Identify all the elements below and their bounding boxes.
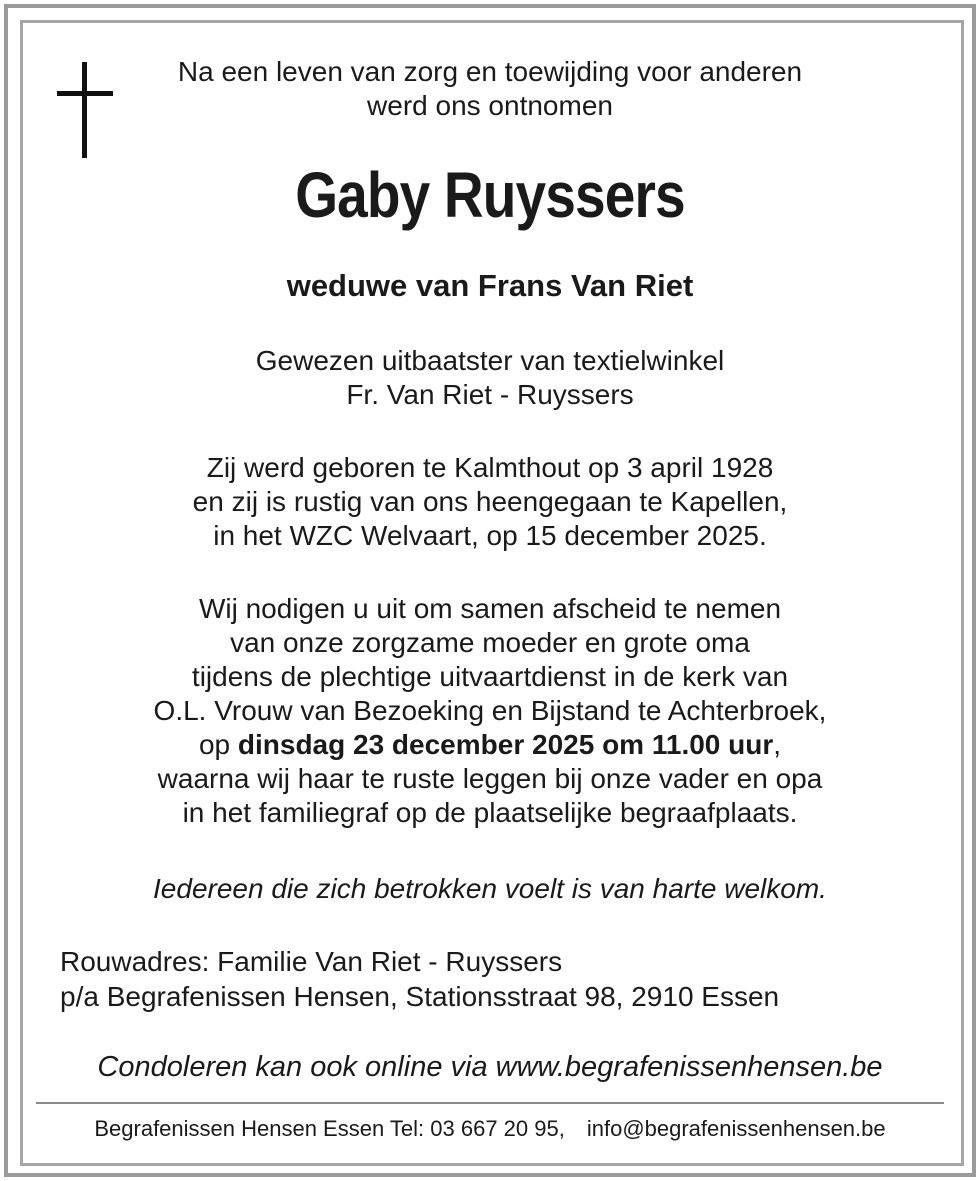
deceased-name: Gaby Ruyssers [295, 159, 685, 231]
date-suffix: , [773, 729, 782, 760]
mourning-address-line: Rouwadres: Familie Van Riet - Ruyssers [60, 946, 563, 977]
footer-email: info@begrafenissenhensen.be [586, 1116, 886, 1141]
intro-text [0, 55, 980, 123]
occupation-text [0, 344, 980, 412]
occupation-line: Fr. Van Riet - Ruyssers [346, 379, 634, 410]
intro-line: werd ons ontnomen [367, 90, 613, 121]
occupation-line: Gewezen uitbaatster van textielwinkel [255, 345, 725, 376]
birth-death-line: in het WZC Welvaart, op 15 december 2025. [213, 520, 767, 551]
invitation-line: O.L. Vrouw van Bezoeking en Bijstand te Achterbroek, [153, 695, 827, 726]
invitation-line: tijdens de plechtige uitvaartdienst in de kerk van [191, 661, 789, 692]
welcome-text: Iedereen die zich betrokken voelt is van harte welkom. [153, 873, 827, 904]
footer-divider [36, 1102, 944, 1104]
invitation-line: van onze zorgzame moeder en grote oma [230, 627, 750, 658]
birth-death-line: en zij is rustig van ons heengegaan te Kapellen, [192, 486, 788, 517]
date-prefix: op [198, 729, 238, 760]
intro-line: Na een leven van zorg en toewijding voor anderen [177, 56, 803, 87]
birth-death-line: Zij werd geboren te Kalmthout op 3 april 1928 [206, 452, 774, 483]
funeral-date-line [0, 728, 980, 762]
mourning-address-line: p/a Begrafenissen Hensen, Stationsstraat 98, 2910 Essen [60, 981, 780, 1012]
funeral-date: dinsdag 23 december 2025 om 11.00 uur [237, 729, 774, 760]
invitation-line: in het familiegraf op de plaatselijke begraafplaats. [182, 797, 798, 828]
invitation-line: Wij nodigen u uit om samen afscheid te nemen [198, 593, 782, 624]
footer-company-phone: Begrafenissen Hensen Essen Tel: 03 667 20 95, [94, 1116, 565, 1141]
birth-death-text [0, 451, 980, 553]
invitation-line: waarna wij haar te ruste leggen bij onze vader en opa [157, 763, 823, 794]
footer [0, 1115, 980, 1143]
spouse-line: weduwe van Frans Van Riet [286, 268, 694, 303]
condolence-text: Condoleren kan ook online via www.begrafenissenhensen.be [97, 1051, 883, 1083]
invitation-text [0, 592, 980, 830]
